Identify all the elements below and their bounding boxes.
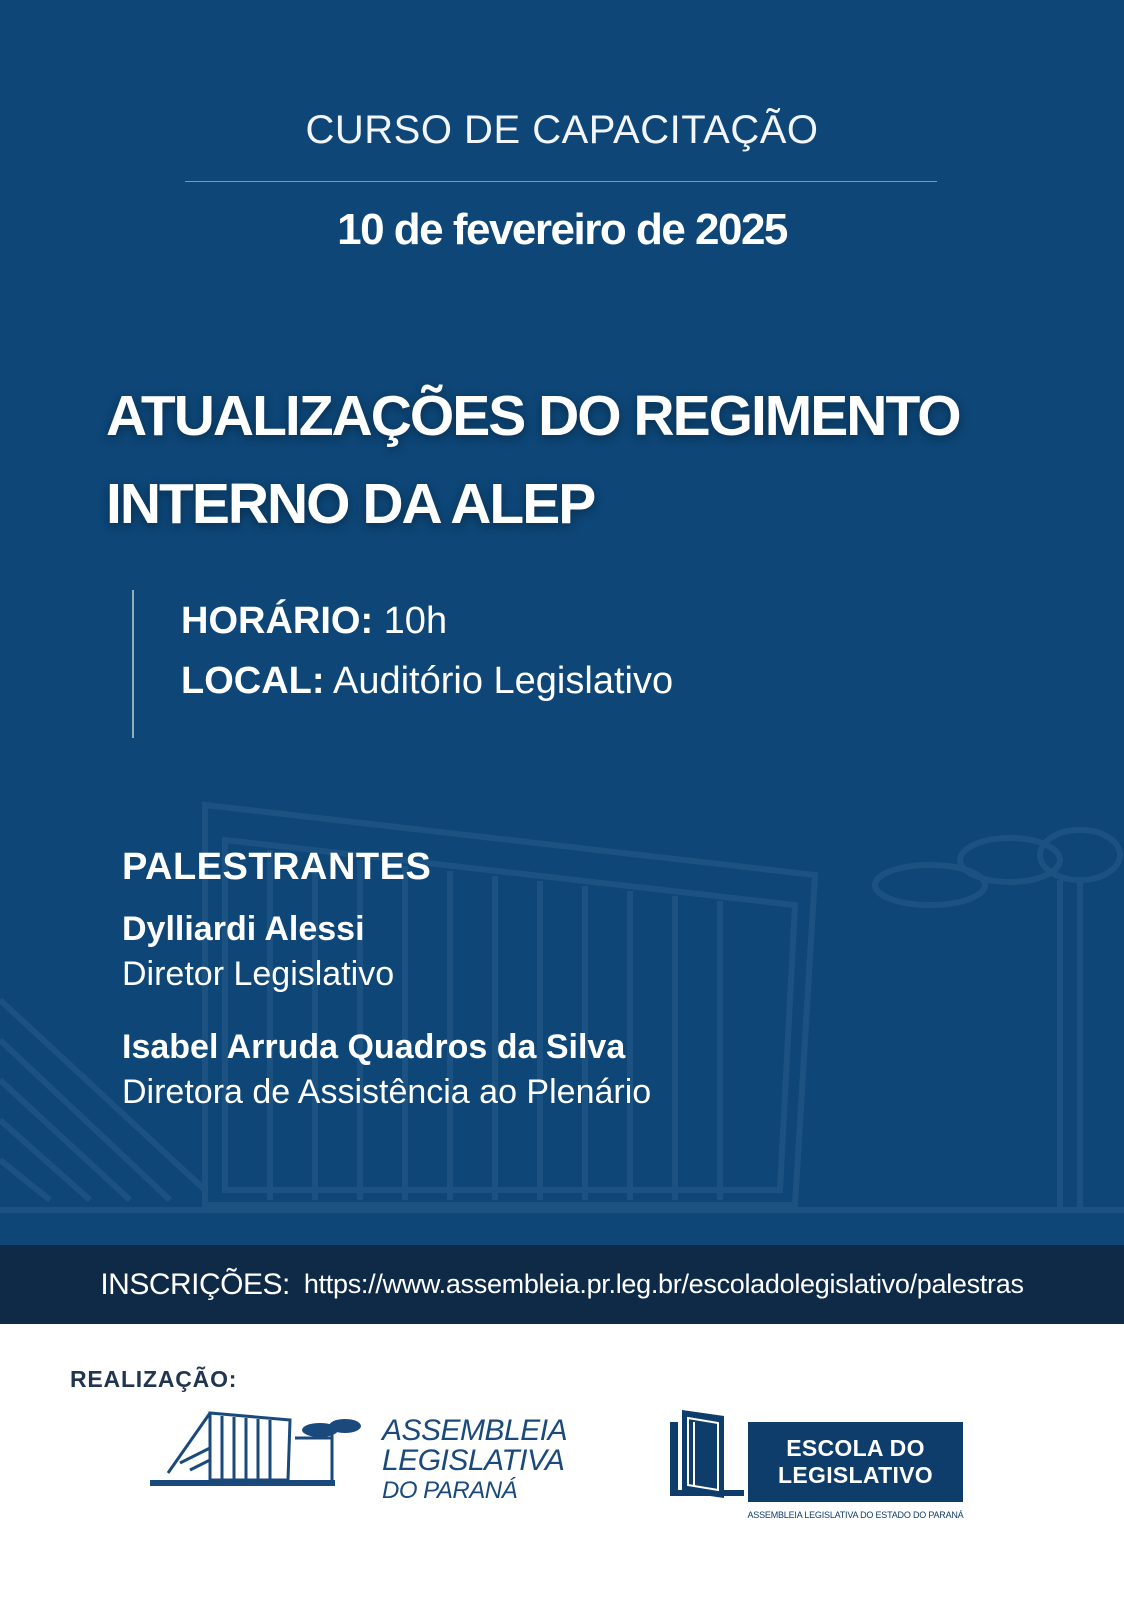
- registration-label: INSCRIÇÕES:: [100, 1267, 290, 1301]
- place-label: LOCAL:: [181, 660, 325, 702]
- time-value: 10h: [383, 600, 448, 642]
- event-info: [132, 590, 673, 738]
- registration-link[interactable]: https://www.assembleia.pr.leg.br/escoladolegislativo/palestras: [303, 1269, 1024, 1299]
- divider: [185, 181, 937, 182]
- book-icon: [668, 1402, 748, 1502]
- event-date: 10 de fevereiro de 2025: [337, 205, 787, 254]
- speaker-role: Diretora de Assistência ao Plenário: [122, 1073, 652, 1111]
- speaker-role: Diretor Legislativo: [122, 955, 395, 993]
- speaker-name: Isabel Arruda Quadros da Silva: [122, 1028, 626, 1066]
- escola-wordmark: [748, 1422, 963, 1502]
- speaker-item: [122, 907, 651, 997]
- realizacao-label: REALIZAÇÃO:: [70, 1366, 238, 1392]
- speakers-heading: PALESTRANTES: [122, 846, 432, 888]
- place-value: Auditório Legislativo: [333, 660, 674, 702]
- speakers-section: [122, 846, 651, 1143]
- registration-bar: [0, 1245, 1124, 1324]
- title-line-2: INTERNO DA ALEP: [106, 472, 595, 536]
- time-row: [181, 590, 673, 650]
- alep-logo: [150, 1398, 570, 1508]
- speaker-name: Dylliardi Alessi: [122, 910, 365, 948]
- event-title: [106, 372, 1056, 548]
- escola-line-2: LEGISLATIVO: [778, 1462, 933, 1488]
- escola-line-1: ESCOLA DO: [786, 1435, 925, 1461]
- course-type: CURSO DE CAPACITAÇÃO: [305, 108, 819, 152]
- escola-subtitle: ASSEMBLEIA LEGISLATIVA DO ESTADO DO PARANÁ: [747, 1510, 964, 1520]
- title-line-1: ATUALIZAÇÕES DO REGIMENTO: [106, 384, 960, 448]
- alep-line-1: ASSEMBLEIA: [382, 1414, 568, 1447]
- escola-logo: [668, 1402, 968, 1527]
- alep-line-2: LEGISLATIVA: [382, 1444, 565, 1477]
- alep-line-3: DO PARANÁ: [382, 1477, 518, 1504]
- speaker-item: [122, 1025, 651, 1115]
- place-row: [181, 650, 673, 710]
- alep-building-icon: [150, 1408, 370, 1498]
- alep-wordmark: [382, 1416, 567, 1506]
- time-label: HORÁRIO:: [181, 600, 374, 642]
